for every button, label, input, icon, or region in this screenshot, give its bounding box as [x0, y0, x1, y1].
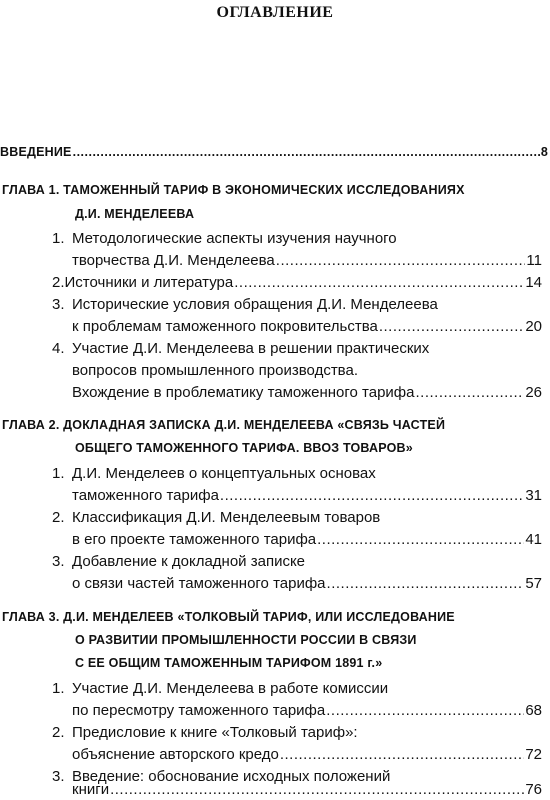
toc-entry-3-2[interactable] — [52, 724, 542, 746]
toc-page-number: 11 — [526, 252, 542, 269]
toc-entry-2-3[interactable] — [52, 553, 542, 575]
chapter-3-heading-line3 — [75, 656, 545, 678]
section-title: Добавление к докладной записке — [72, 553, 306, 570]
dot-leader — [234, 274, 524, 291]
section-title: вопросов промышленного производства. — [72, 362, 358, 379]
section-title: книги — [72, 781, 110, 798]
section-number: 2. — [52, 509, 65, 526]
toc-entry-introduction[interactable] — [0, 145, 548, 167]
toc-page-number: 68 — [525, 702, 542, 719]
section-title: Источники и литература — [64, 274, 234, 291]
toc-page-number: 20 — [525, 318, 542, 335]
section-number: 3. — [52, 768, 65, 785]
section-number: 4. — [52, 340, 65, 357]
toc-entry-3-1-line2[interactable] — [72, 702, 542, 724]
dot-leader — [317, 531, 524, 548]
section-title: Предисловие к книге «Толковый тариф»: — [72, 724, 358, 741]
toc-entry-3-3-line2[interactable] — [72, 781, 542, 800]
dot-leader — [73, 145, 540, 159]
section-title: объяснение авторского кредо — [72, 746, 279, 763]
chapter-heading-text: О РАЗВИТИИ ПРОМЫШЛЕННОСТИ РОССИИ В СВЯЗИ — [75, 633, 417, 647]
toc-entry-1-3-line2[interactable] — [72, 318, 542, 340]
dot-leader — [327, 575, 525, 592]
chapter-heading-text: ГЛАВА 1. ТАМОЖЕННЫЙ ТАРИФ В ЭКОНОМИЧЕСКИХ ИССЛЕДОВАНИЯХ — [2, 183, 465, 197]
section-title: о связи частей таможенного тарифа — [72, 575, 326, 592]
page-title: ОГЛАВЛЕНИЕ — [216, 4, 334, 21]
section-title: таможенного тарифа — [72, 487, 219, 504]
section-title: Участие Д.И. Менделеева в решении практических — [72, 340, 430, 357]
section-title: в его проекте таможенного тарифа — [72, 531, 317, 548]
dot-leader — [379, 318, 524, 335]
toc-entry-3-1[interactable] — [52, 680, 542, 702]
toc-page-number: 57 — [525, 575, 542, 592]
section-title: к проблемам таможенного покровительства — [72, 318, 378, 335]
toc-page-number: 14 — [525, 274, 542, 291]
toc-entry-3-2-line2[interactable] — [72, 746, 542, 768]
toc-page-number: 72 — [525, 746, 542, 763]
toc-page-number: 8 — [540, 145, 548, 159]
toc-entry-1-2[interactable] — [52, 274, 542, 296]
section-number: 1. — [52, 680, 65, 697]
dot-leader — [110, 781, 524, 798]
section-number: 3. — [52, 296, 65, 313]
toc-entry-2-2-line2[interactable] — [72, 531, 542, 553]
chapter-2-heading[interactable] — [2, 418, 547, 440]
dot-leader — [280, 746, 524, 763]
section-title: по пересмотру таможенного тарифа — [72, 702, 326, 719]
toc-page-number: 31 — [525, 487, 542, 504]
section-number: 1. — [52, 230, 65, 247]
toc-page-number: 76 — [525, 781, 542, 798]
dot-leader — [326, 702, 524, 719]
toc-entry-label: ВВЕДЕНИЕ — [0, 145, 72, 159]
toc-page-number: 41 — [525, 531, 542, 548]
chapter-3-heading[interactable] — [2, 610, 547, 632]
section-title: Д.И. Менделеев о концептуальных основах — [72, 465, 376, 482]
chapter-heading-text: ГЛАВА 2. ДОКЛАДНАЯ ЗАПИСКА Д.И. МЕНДЕЛЕЕВА «СВЯЗЬ ЧАСТЕЙ — [2, 418, 446, 432]
chapter-1-heading[interactable] — [2, 183, 547, 205]
section-title: Введение: обоснование исходных положений — [72, 768, 391, 785]
chapter-heading-text: ГЛАВА 3. Д.И. МЕНДЕЛЕЕВ «ТОЛКОВЫЙ ТАРИФ, ИЛИ ИССЛЕДОВАНИЕ — [2, 610, 455, 624]
chapter-heading-text: С ЕЕ ОБЩИМ ТАМОЖЕННЫМ ТАРИФОМ 1891 г.» — [75, 656, 383, 670]
toc-entry-1-1[interactable] — [52, 230, 542, 252]
toc-entry-1-4-line3[interactable] — [72, 384, 542, 406]
chapter-heading-text: ОБЩЕГО ТАМОЖЕННОГО ТАРИФА. ВВОЗ ТОВАРОВ» — [75, 441, 413, 455]
toc-page-number: 26 — [525, 384, 542, 401]
section-title: Участие Д.И. Менделеева в работе комиссии — [72, 680, 389, 697]
toc-entry-1-4-line2[interactable] — [72, 362, 542, 384]
section-title: Классификация Д.И. Менделеевым товаров — [72, 509, 381, 526]
toc-entry-1-1-line2[interactable] — [72, 252, 542, 274]
section-title: Вхождение в проблематику таможенного тарифа — [72, 384, 415, 401]
toc-entry-2-1-line2[interactable] — [72, 487, 542, 509]
toc-entry-1-3[interactable] — [52, 296, 542, 318]
toc-entry-2-3-line2[interactable] — [72, 575, 542, 597]
chapter-2-heading-line2 — [75, 441, 545, 463]
section-number: 2. — [52, 724, 65, 741]
dot-leader — [220, 487, 524, 504]
toc-entry-2-2[interactable] — [52, 509, 542, 531]
chapter-1-heading-line2 — [75, 207, 545, 229]
section-number: 2. — [52, 274, 65, 291]
dot-leader — [276, 252, 526, 269]
section-number: 1. — [52, 465, 65, 482]
toc-entry-1-4[interactable] — [52, 340, 542, 362]
chapter-heading-text: Д.И. МЕНДЕЛЕЕВА — [75, 207, 195, 221]
chapter-3-heading-line2 — [75, 633, 545, 655]
section-title: творчества Д.И. Менделеева — [72, 252, 275, 269]
dot-leader — [416, 384, 525, 401]
toc-entry-2-1[interactable] — [52, 465, 542, 487]
section-title: Исторические условия обращения Д.И. Менделеева — [72, 296, 438, 313]
section-title: Методологические аспекты изучения научного — [72, 230, 397, 247]
section-number: 3. — [52, 553, 65, 570]
